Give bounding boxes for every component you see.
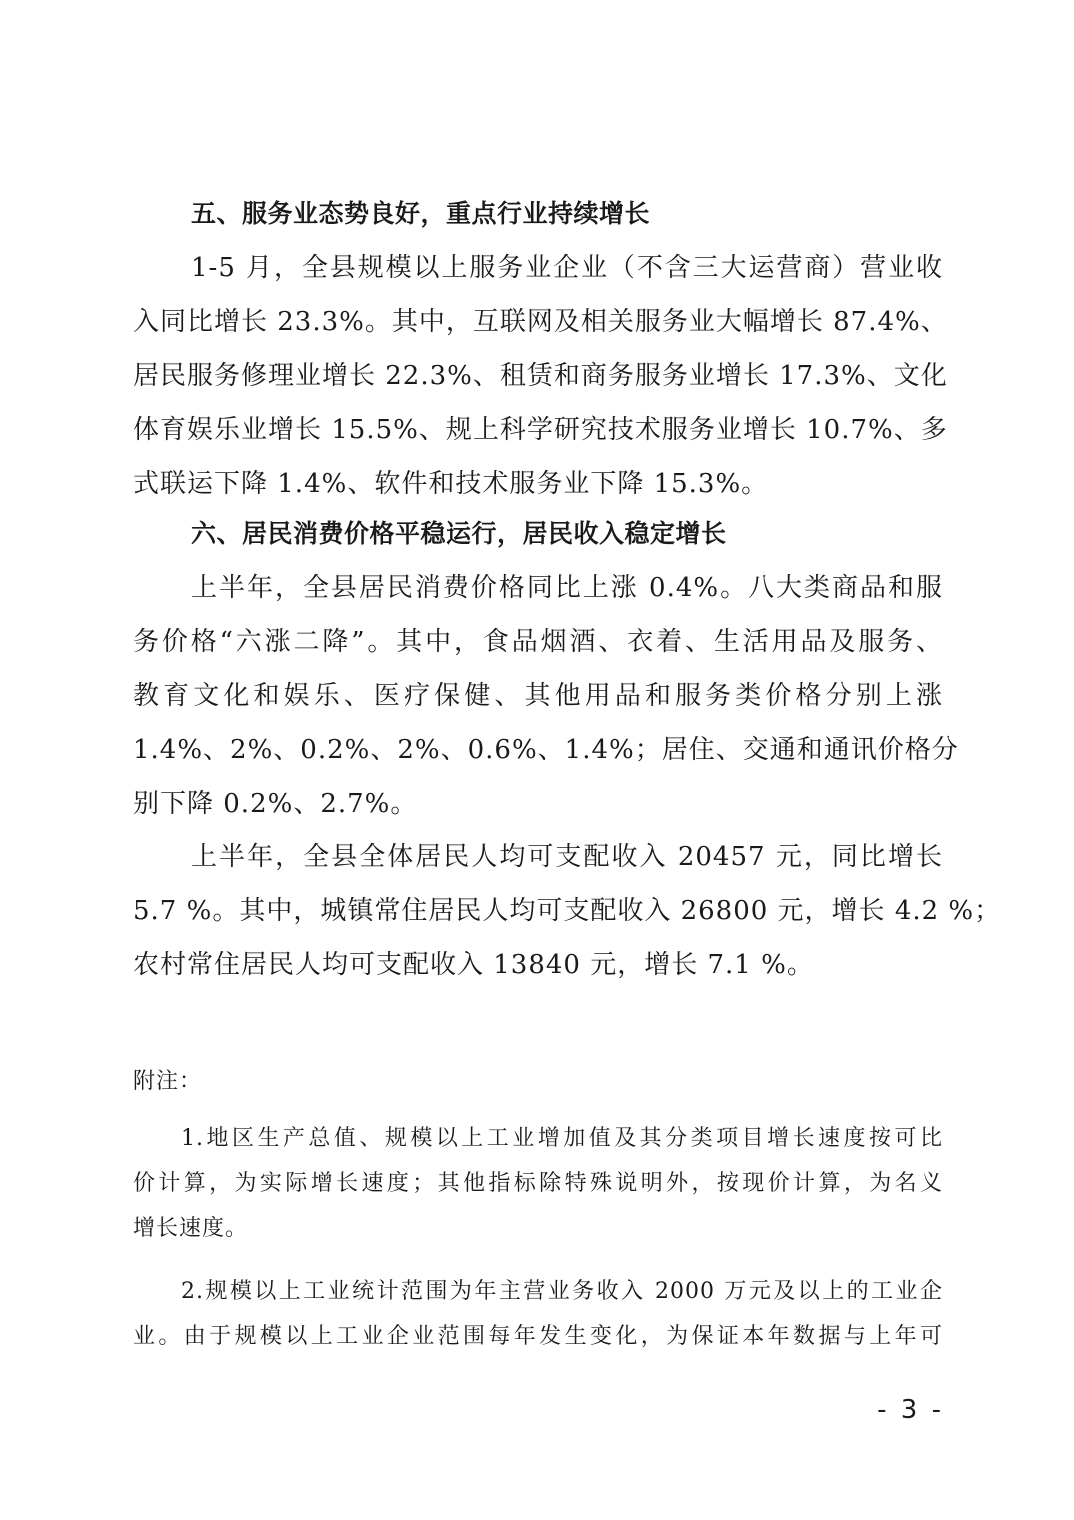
paragraph-line: 居民服务修理业增长 22.3%、租赁和商务服务业增长 17.3%、文化 [133, 361, 948, 391]
paragraph-line: 上半年，全县居民消费价格同比上涨 0.4%。八大类商品和服 [191, 573, 943, 603]
section-5-heading-text: 五、服务业态势良好，重点行业持续增长 [191, 199, 651, 228]
page-number: - 3 - [877, 1395, 944, 1425]
note-2 [133, 1269, 943, 1359]
paragraph-line: 别下降 0.2%、2.7%。 [133, 789, 418, 819]
paragraph-line: 上半年，全县全体居民人均可支配收入 20457 元，同比增长 [191, 842, 943, 872]
note-line: 1.地区生产总值、规模以上工业增加值及其分类项目增长速度按可比 [181, 1126, 943, 1151]
section-5-paragraph [133, 241, 948, 511]
note-1 [133, 1116, 943, 1251]
section-6-paragraph-1 [133, 561, 959, 831]
paragraph-line: 体育娱乐业增长 15.5%、规上科学研究技术服务业增长 10.7%、多 [133, 415, 948, 445]
paragraph-line: 式联运下降 1.4%、软件和技术服务业下降 15.3%。 [133, 469, 769, 499]
note-line: 增长速度。 [133, 1216, 249, 1241]
paragraph-line: 教育文化和娱乐、医疗保健、其他用品和服务类价格分别上涨 [133, 681, 943, 711]
note-line: 2.规模以上工业统计范围为年主营业务收入 2000 万元及以上的工业企 [181, 1279, 943, 1304]
paragraph-line: 务价格“六涨二降”。其中，食品烟酒、衣着、生活用品及服务、 [133, 627, 943, 657]
section-5-heading [133, 187, 943, 241]
paragraph-line: 入同比增长 23.3%。其中，互联网及相关服务业大幅增长 87.4%、 [133, 307, 948, 337]
notes-title: 附注： [133, 1069, 203, 1094]
section-6-paragraph-2 [133, 830, 1002, 992]
paragraph-line: 1-5 月，全县规模以上服务业企业（不含三大运营商）营业收 [191, 253, 943, 283]
paragraph-line: 5.7 %。其中，城镇常住居民人均可支配收入 26800 元，增长 4.2 %； [133, 896, 1002, 926]
paragraph-line: 1.4%、2%、0.2%、2%、0.6%、1.4%；居住、交通和通讯价格分 [133, 735, 959, 765]
section-6-heading-text: 六、居民消费价格平稳运行，居民收入稳定增长 [191, 519, 727, 548]
paragraph-line: 农村常住居民人均可支配收入 13840 元，增长 7.1 %。 [133, 950, 814, 980]
section-6-heading [133, 507, 943, 561]
note-line: 价计算，为实际增长速度；其他指标除特殊说明外，按现价计算，为名义 [133, 1171, 943, 1196]
note-line: 业。由于规模以上工业企业范围每年发生变化，为保证本年数据与上年可 [133, 1324, 943, 1349]
